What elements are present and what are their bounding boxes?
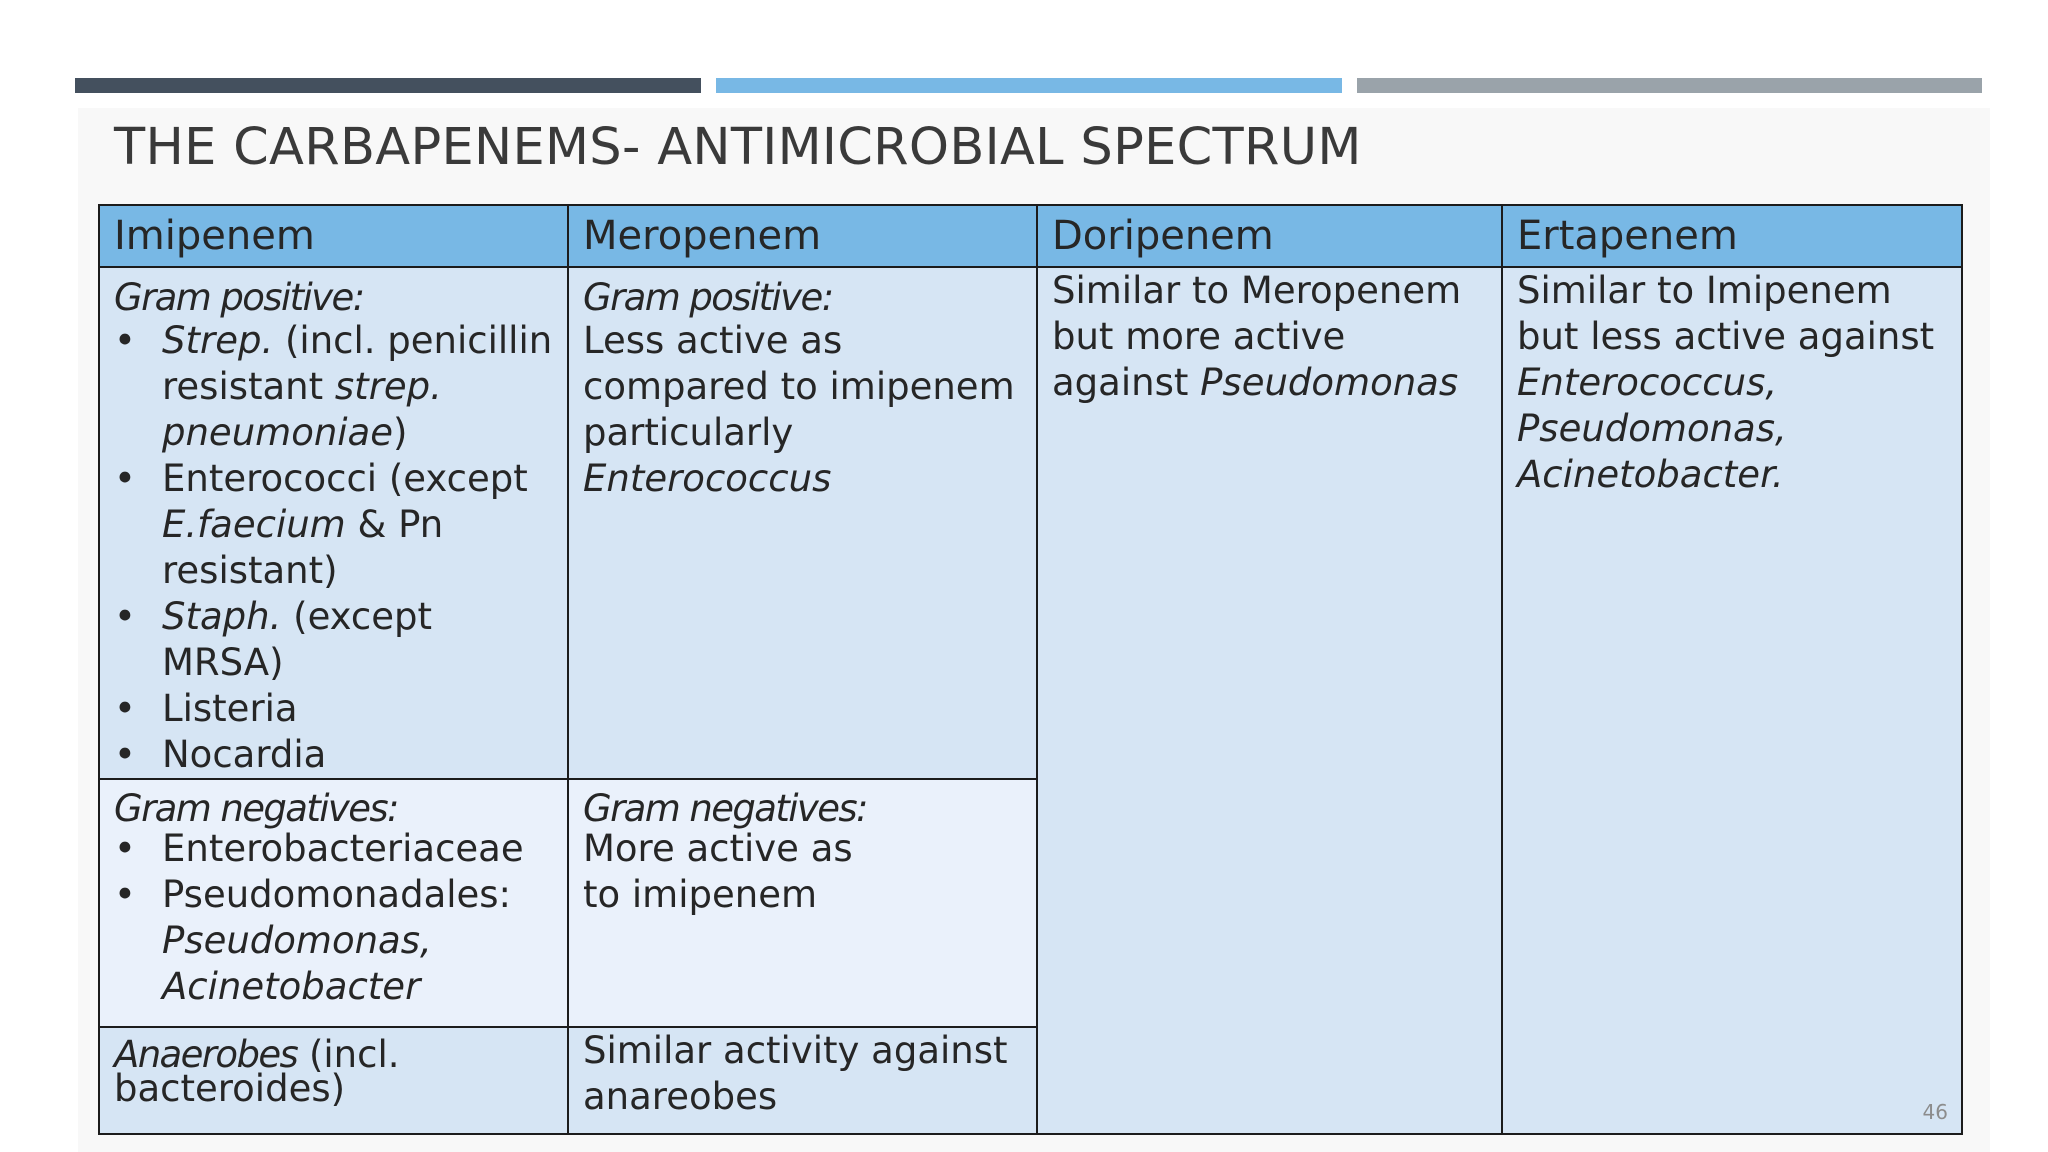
meropenem-anaerobes-text: Similar activity against anareobes [583,1029,1008,1118]
meropenem-gram-negative-heading: Gram negatives: [583,787,867,830]
list-item: • Nocardia [114,732,553,778]
header-band-dark [75,78,701,93]
header-doripenem: Doripenem [1037,205,1502,267]
meropenem-gram-positive-cell [568,267,1037,779]
list-item: • Enterobacteriaceae [114,826,553,872]
meropenem-anaerobes-cell [568,1027,1037,1134]
list-item: • Enterococci (except E.faecium & Pn resistant) [114,456,553,594]
list-item: • Staph. (except MRSA) [114,594,553,686]
header-ertapenem: Ertapenem [1502,205,1962,267]
doripenem-text: Similar to Meropenem but more active against Pseudomonas [1052,269,1462,404]
meropenem-gram-positive-text: Less active as compared to imipenem particularly Enterococcus [583,319,1015,500]
ertapenem-text: Similar to Imipenem but less active against Enterococcus, Pseudomonas, Acinetobacter. [1517,269,1935,496]
header-band-gray [1357,78,1982,93]
imipenem-gram-negative-cell [99,779,568,1027]
list-item: • Listeria [114,686,553,732]
imipenem-gram-negative-heading: Gram negatives: [114,787,398,830]
carbapenem-spectrum-table [98,204,1963,1135]
page-number: 46 [1922,1100,1948,1124]
table-row [99,267,1962,779]
meropenem-gram-negative-cell [568,779,1037,1027]
header-imipenem: Imipenem [99,205,568,267]
table-header-row [99,205,1962,267]
meropenem-gram-negative-line: More active as [583,827,853,870]
meropenem-gram-positive-heading: Gram positive: [583,276,833,319]
imipenem-anaerobes-text: Anaerobes (incl. bacteroides) [114,1033,400,1110]
slide-title: THE CARBAPENEMS- ANTIMICROBIAL SPECTRUM [114,118,1362,177]
imipenem-gram-positive-cell [99,267,568,779]
list-item: • Pseudomonadales: Pseudomonas, Acinetobacter [114,872,553,1010]
header-meropenem: Meropenem [568,205,1037,267]
ertapenem-cell [1502,267,1962,1134]
doripenem-cell [1037,267,1502,1134]
meropenem-gram-negative-line: to imipenem [583,873,818,916]
imipenem-anaerobes-cell [99,1027,568,1134]
imipenem-gram-positive-heading: Gram positive: [114,276,364,319]
header-band-blue [716,78,1342,93]
list-item: • Strep. (incl. penicillin resistant strep. pneumoniae) [114,318,553,456]
